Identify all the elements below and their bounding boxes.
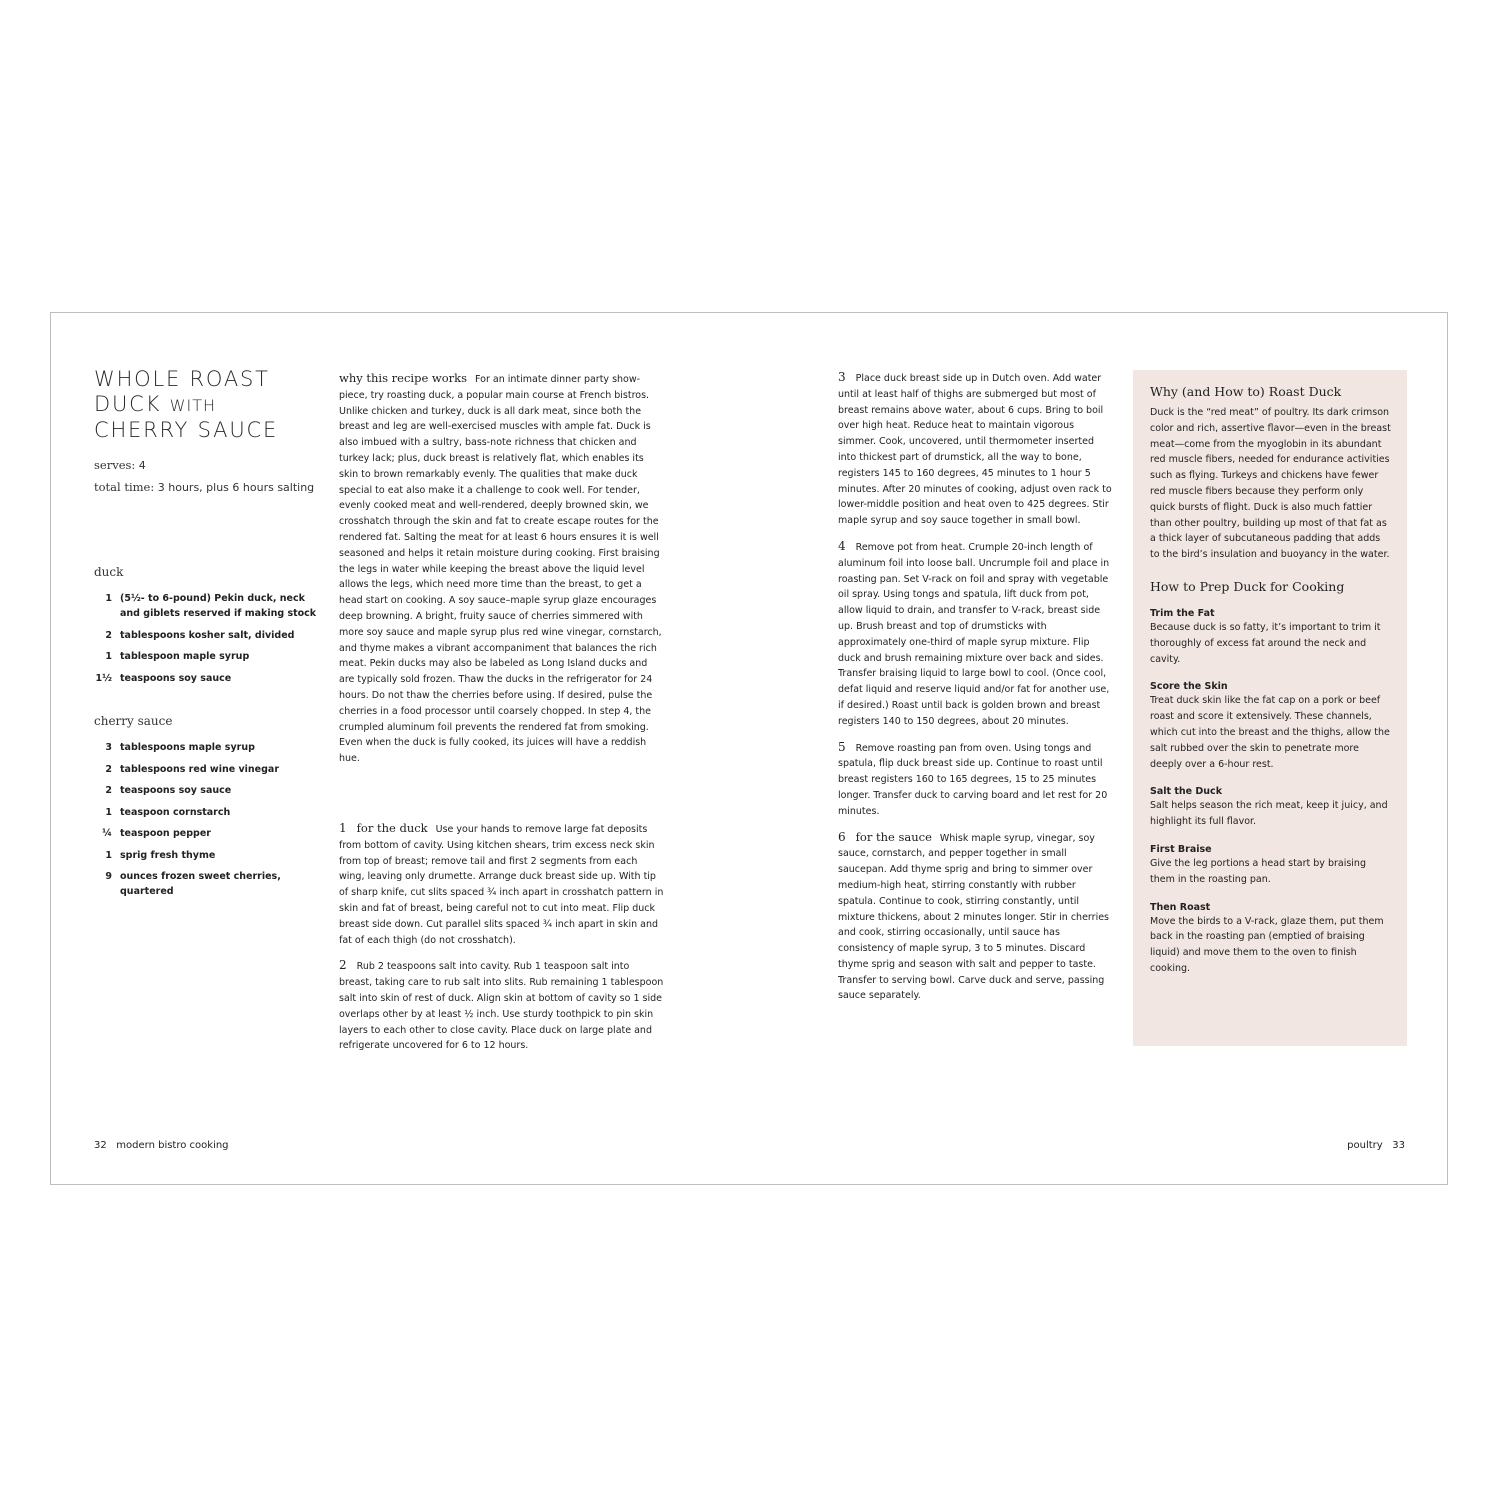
title-line-2: DUCK: [94, 392, 170, 416]
ingredient-item: [94, 826, 324, 841]
ingredient-text: teaspoon cornstarch: [120, 806, 231, 818]
step-number: 3: [838, 370, 846, 384]
steps-column-left: [339, 821, 664, 1064]
title-line-1: WHOLE ROAST: [94, 367, 270, 391]
step-6: [838, 830, 1113, 1005]
sidebar-box: [1133, 370, 1407, 1046]
ingredient-item: [94, 783, 324, 798]
step-3: [838, 370, 1113, 529]
tip-text: Because duck is so fatty, it’s important to trim it thoroughly of excess fat around the neck and cavity.: [1150, 621, 1381, 665]
ingredient-item: [94, 649, 324, 664]
tip-text: Treat duck skin like the fat cap on a pork or beef roast and score it extensively. These channels, which cut into the breast and the thighs, allow the salt rubbed over the skin to penetrate more deeply over a 6-hour rest.: [1150, 695, 1390, 770]
steps-column-right: [838, 370, 1113, 1014]
ingredient-item: [94, 805, 324, 820]
ingredient-qty: 9: [105, 871, 112, 882]
ingredient-qty: 2: [105, 629, 112, 641]
step-text: Remove pot from heat. Crumple 20-inch length of aluminum foil into loose ball. Uncrumple foil and place in roasting pan. Set V-rack on foil and spray with vegetable oil spray. Using tongs and spatula, lift duck from pot, allow liquid to drain, and transfer to V-rack, breast side up. Brush breast and top of drumsticks with approximately one-third of maple syrup mixture. Flip duck and brush remaining mixture over back and sides. Transfer braising liquid to large bowl to cool. (Once cool, defat liquid and reserve liquid and/or fat for another use, if desired.) Roast until back is golden brown and breast registers 140 to 150 degrees, about 20 minutes.: [838, 541, 1110, 727]
tip-heading: Salt the Duck: [1150, 786, 1223, 798]
ingredient-qty: 1: [105, 849, 112, 861]
step-number: 4: [838, 538, 846, 553]
ingredient-qty: 1: [105, 651, 112, 662]
footer-left: [94, 1140, 229, 1151]
ingredient-qty: 1: [105, 593, 112, 604]
ingredient-text: tablespoons maple syrup: [120, 742, 255, 753]
ingredient-qty: 1½: [95, 672, 112, 684]
ingredient-item: [94, 762, 324, 777]
sauce-ingredient-list: [94, 740, 324, 906]
title-line-3: CHERRY SAUCE: [94, 418, 279, 442]
tip-heading: First Braise: [1150, 843, 1212, 855]
total-time: [94, 480, 324, 495]
page-number-right: 33: [1392, 1140, 1405, 1151]
ingredient-text: (5½- to 6-pound) Pekin duck, neck and giblets reserved if making stock: [120, 593, 317, 619]
ingredient-item: [94, 591, 324, 621]
step-number: 1: [339, 821, 347, 835]
sidebar-tips: [1150, 608, 1391, 977]
ingredient-qty: 3: [105, 742, 112, 753]
ingredient-text: sprig fresh thyme: [120, 849, 216, 861]
ingredient-qty: 1: [105, 806, 112, 818]
tip-heading: Trim the Fat: [1150, 607, 1215, 619]
step-5: [838, 740, 1113, 820]
ingredient-qty: 2: [105, 785, 112, 796]
duck-ingredient-list: [94, 591, 324, 692]
why-this-recipe-works: [339, 371, 664, 767]
chapter-title: poultry: [1347, 1140, 1383, 1151]
why-label: why this recipe works: [339, 371, 468, 385]
tip-heading: Score the Skin: [1150, 681, 1228, 693]
duck-ingredients-heading: duck: [94, 565, 124, 579]
footer-right: [1347, 1140, 1405, 1151]
ingredient-text: teaspoons soy sauce: [120, 785, 232, 796]
ingredient-text: ounces frozen sweet cherries, quartered: [120, 871, 281, 897]
sidebar-title: Why (and How to) Roast Duck: [1150, 384, 1342, 399]
page-number-left: 32: [94, 1140, 107, 1151]
ingredient-text: teaspoon pepper: [120, 828, 211, 839]
ingredient-item: [94, 628, 324, 643]
tip-text: Salt helps season the rich meat, keep it juicy, and highlight its full flavor.: [1150, 800, 1388, 828]
serves-value: 4: [135, 459, 146, 472]
ingredient-item: [94, 869, 324, 899]
step-4: [838, 539, 1113, 730]
ingredient-qty: 2: [105, 763, 112, 775]
step-text: Place duck breast side up in Dutch oven. Add water until at least half of thighs are submerged but most of breast remains above water, about 6 cups. Bring to boil over high heat. Reduce heat to maintain vigorous simmer. Cook, uncovered, until thermometer inserted into thickest part of drumstick, all the way to bone, registers 145 to 160 degrees, 45 minutes to 1 hour 5 minutes. After 20 minutes of cooking, adjust oven rack to lower-middle position and heat oven to 425 degrees. Stir maple syrup and soy sauce together in small bowl.: [838, 373, 1112, 527]
step-number: 2: [339, 958, 347, 973]
serves-label: serves:: [94, 458, 136, 472]
tip-text: Move the birds to a V-rack, glaze them, put them back in the roasting pan (emptied of braising liquid) and move them to the oven to finish cooking.: [1150, 915, 1384, 974]
book-spread: [50, 312, 1448, 1185]
ingredient-item: [94, 740, 324, 755]
ingredient-qty: ¼: [102, 828, 112, 839]
step-label: for the sauce: [855, 829, 932, 844]
ingredient-text: tablespoons red wine vinegar: [120, 763, 280, 775]
recipe-title: [94, 367, 324, 443]
step-text: Whisk maple syrup, vinegar, soy sauce, cornstarch, and pepper together in small saucepan. Add thyme sprig and bring to simmer over medium-high heat, stirring constantly with rubber spatula. Continue to cook, stirring constantly, until mixture thickens, about 2 minutes longer. Stir in cherries and cook, stirring occasionally, until sauce has consistency of maple syrup, 3 to 5 minutes. Discard thyme sprig and season with salt and pepper to taste. Transfer to serving bowl. Carve duck and serve, passing sauce separately.: [838, 832, 1110, 1002]
sauce-ingredients-heading: cherry sauce: [94, 714, 173, 728]
step-2: [339, 958, 664, 1054]
title-with: WITH: [169, 396, 216, 415]
book-title: modern bistro cooking: [116, 1140, 229, 1151]
step-text: Use your hands to remove large fat deposits from bottom of cavity. Using kitchen shears, trim excess neck skin from top of breast; remove tail and first 2 segments from each wing, leaving only drumette. Arrange duck breast side up. With tip of sharp knife, cut slits spaced ¾ inch apart in crosshatch pattern in skin and fat of breast, being careful not to cut into meat. Flip duck breast side down. Cut parallel slits spaced ¾ inch apart in skin and fat of each thigh (do not crosshatch).: [339, 824, 664, 946]
tip-text: Give the leg portions a head start by braising them in the roasting pan.: [1150, 857, 1366, 885]
ingredient-text: tablespoon maple syrup: [120, 651, 250, 662]
step-number: 5: [838, 739, 846, 754]
time-value: 3 hours, plus 6 hours salting: [154, 481, 315, 494]
sidebar-intro: Duck is the “red meat” of poultry. Its dark crimson color and rich, assertive flavor—even in the breast meat—come from the myoglobin in its abundant red muscle fibers, needed for endurance activities such as flying. Turkeys and chickens have fewer red muscle fibers because they perform only quick bursts of flight. Duck is also much fattier than other poultry, building up most of that fat as a thick layer of subcutaneous padding that adds to the bird’s insulation and buoyancy in the water.: [1150, 407, 1391, 561]
sidebar-subtitle: How to Prep Duck for Cooking: [1150, 578, 1345, 594]
tip-heading: Then Roast: [1150, 901, 1211, 913]
step-number: 6: [838, 829, 846, 844]
step-label: for the duck: [356, 821, 428, 835]
ingredient-item: [94, 671, 324, 686]
time-label: total time:: [94, 480, 155, 494]
ingredient-item: [94, 848, 324, 863]
step-text: Remove roasting pan from oven. Using tongs and spatula, flip duck breast side up. Continue to roast until breast registers 160 to 165 degrees, 15 to 25 minutes longer. Transfer duck to carving board and let rest for 20 minutes.: [838, 742, 1108, 817]
ingredient-text: tablespoons kosher salt, divided: [120, 629, 295, 641]
serves: [94, 458, 324, 473]
step-text: Rub 2 teaspoons salt into cavity. Rub 1 teaspoon salt into breast, taking care to rub salt into slits. Rub remaining 1 tablespoon salt into skin of rest of duck. Align skin at bottom of cavity so 1 side overlaps other by at least ½ inch. Use sturdy toothpick to pin skin layers to each other to close cavity. Place duck on large plate and refrigerate uncovered for 6 to 12 hours.: [339, 961, 664, 1052]
why-text: For an intimate dinner party show-piece, try roasting duck, a popular main course at French bistros. Unlike chicken and turkey, duck is all dark meat, since both the breast and leg are well-exercised muscles with ample fat. Duck is also imbued with a sultry, bass-note richness that chicken and turkey lack; plus, duck breast is relatively flat, which enables its skin to brown remarkably evenly. The qualities that make duck special to eat also make it a challenge to cook well. For tender, evenly cooked meat and well-rendered, deeply browned skin, we crosshatch through the skin and fat to create escape routes for the rendered fat. Salting the meat for at least 6 hours ensures it is well seasoned and helps it retain moisture during cooking. First braising the legs in water while keeping the breast above the liquid level allows the legs, which need more time than the breast, to get a head start on cooking. A soy sauce–maple syrup glaze encourages deep browning. A bright, fruity sauce of cherries simmered with more soy sauce and maple syrup plus red wine vinegar, cornstarch, and thyme makes a vibrant accompaniment that balances the rich meat. Pekin ducks may also be labeled as Long Island ducks and are typically sold frozen. Thaw the ducks in the refrigerator for 24 hours. Do not thaw the cherries before using. If desired, pulse the cherries in a food processor until coarsely chopped. In step 4, the crumpled aluminum foil prevents the rendered fat from smoking. Even when the duck is fully cooked, its juices will have a reddish hue.: [339, 374, 662, 765]
step-1: [339, 821, 664, 948]
ingredient-text: teaspoons soy sauce: [120, 672, 232, 684]
